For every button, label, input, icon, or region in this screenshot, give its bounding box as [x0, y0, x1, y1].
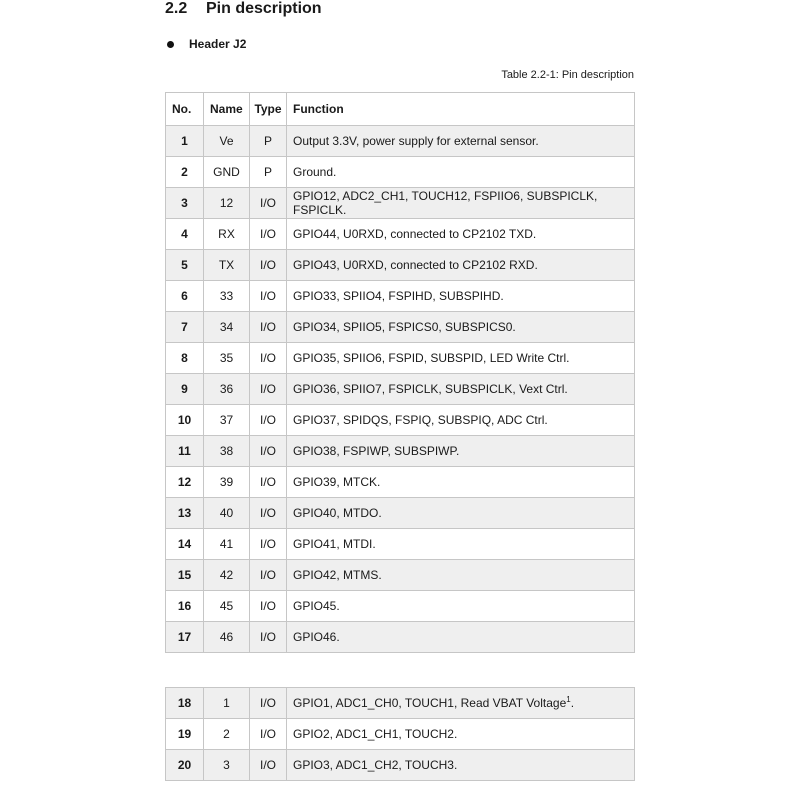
table-row: [166, 188, 635, 219]
pin-number: 1: [166, 126, 204, 157]
section-title: Pin description: [206, 0, 322, 17]
pin-function: GPIO42, MTMS.: [287, 560, 635, 591]
table-header-row: [166, 93, 635, 126]
pin-name: TX: [204, 250, 250, 281]
pin-name: 3: [204, 750, 250, 781]
footnote-marker: 1: [566, 695, 571, 704]
table-row: [166, 436, 635, 467]
table-row: [166, 622, 635, 653]
pin-function: GPIO33, SPIIO4, FSPIHD, SUBSPIHD.: [287, 281, 635, 312]
pin-number: 12: [166, 467, 204, 498]
pin-function: GPIO45.: [287, 591, 635, 622]
pin-number: 5: [166, 250, 204, 281]
pin-number: 7: [166, 312, 204, 343]
pin-number: 13: [166, 498, 204, 529]
pin-number: 10: [166, 405, 204, 436]
pin-number: 15: [166, 560, 204, 591]
pin-type: P: [250, 126, 287, 157]
pin-function: GPIO35, SPIIO6, FSPID, SUBSPID, LED Write Ctrl.: [287, 343, 635, 374]
pin-name: GND: [204, 157, 250, 188]
pin-number: 14: [166, 529, 204, 560]
pin-number: 2: [166, 157, 204, 188]
pin-type: I/O: [250, 750, 287, 781]
pin-type: I/O: [250, 374, 287, 405]
table-row: [166, 467, 635, 498]
pin-name: 41: [204, 529, 250, 560]
pin-number: 17: [166, 622, 204, 653]
pin-type: I/O: [250, 436, 287, 467]
table-row: [166, 219, 635, 250]
pin-type: I/O: [250, 312, 287, 343]
pin-type: I/O: [250, 622, 287, 653]
header-type: Type: [250, 93, 287, 126]
pin-type: I/O: [250, 467, 287, 498]
table-row: [166, 312, 635, 343]
pin-function: GPIO2, ADC1_CH1, TOUCH2.: [287, 719, 635, 750]
pin-type: I/O: [250, 405, 287, 436]
pin-type: I/O: [250, 188, 287, 219]
table-row: [166, 343, 635, 374]
pin-type: I/O: [250, 250, 287, 281]
table-row: [166, 750, 635, 781]
pin-number: 4: [166, 219, 204, 250]
pin-type: P: [250, 157, 287, 188]
pin-type: I/O: [250, 498, 287, 529]
pin-table: [165, 92, 635, 653]
pin-function: Output 3.3V, power supply for external sensor.: [287, 126, 635, 157]
bullet-dot-icon: [167, 41, 174, 48]
pin-number: 18: [166, 688, 204, 719]
pin-number: 6: [166, 281, 204, 312]
pin-function: GPIO44, U0RXD, connected to CP2102 TXD.: [287, 219, 635, 250]
table-row: [166, 498, 635, 529]
pin-name: 46: [204, 622, 250, 653]
bullet-label: Header J2: [189, 37, 247, 51]
table-row: [166, 591, 635, 622]
table-row: [166, 405, 635, 436]
pin-name: 42: [204, 560, 250, 591]
pin-name: 37: [204, 405, 250, 436]
pin-function: GPIO39, MTCK.: [287, 467, 635, 498]
pin-name: Ve: [204, 126, 250, 157]
pin-name: RX: [204, 219, 250, 250]
pin-name: 12: [204, 188, 250, 219]
pin-number: 9: [166, 374, 204, 405]
pin-name: 36: [204, 374, 250, 405]
pin-name: 45: [204, 591, 250, 622]
pin-function: GPIO41, MTDI.: [287, 529, 635, 560]
pin-number: 19: [166, 719, 204, 750]
pin-function: Ground.: [287, 157, 635, 188]
pin-function: GPIO43, U0RXD, connected to CP2102 RXD.: [287, 250, 635, 281]
pin-type: I/O: [250, 343, 287, 374]
section-number: 2.2: [165, 0, 188, 17]
table-row: [166, 529, 635, 560]
table-caption: Table 2.2-1: Pin description: [501, 69, 634, 81]
table-row: [166, 560, 635, 591]
pin-type: I/O: [250, 560, 287, 591]
pin-name: 39: [204, 467, 250, 498]
pin-function: GPIO34, SPIIO5, FSPICS0, SUBSPICS0.: [287, 312, 635, 343]
table-row: [166, 157, 635, 188]
pin-name: 38: [204, 436, 250, 467]
pin-function: GPIO1, ADC1_CH0, TOUCH1, Read VBAT Voltage$^1$.: [287, 688, 635, 719]
pin-function: GPIO37, SPIDQS, FSPIQ, SUBSPIQ, ADC Ctrl.: [287, 405, 635, 436]
header-no: No.: [166, 93, 204, 126]
section-heading: [165, 0, 322, 18]
pin-name: 34: [204, 312, 250, 343]
pin-name: 1: [204, 688, 250, 719]
pin-name: 35: [204, 343, 250, 374]
pin-type: I/O: [250, 219, 287, 250]
pin-name: 40: [204, 498, 250, 529]
pin-name: 33: [204, 281, 250, 312]
pin-type: I/O: [250, 281, 287, 312]
table-row: [166, 250, 635, 281]
pin-function: GPIO46.: [287, 622, 635, 653]
pin-table-continued: [165, 687, 635, 781]
pin-function: GPIO38, FSPIWP, SUBSPIWP.: [287, 436, 635, 467]
table-row: [166, 688, 635, 719]
table-row: [166, 281, 635, 312]
pin-function: GPIO3, ADC1_CH2, TOUCH3.: [287, 750, 635, 781]
pin-type: I/O: [250, 529, 287, 560]
table-row: [166, 126, 635, 157]
pin-number: 11: [166, 436, 204, 467]
pin-number: 20: [166, 750, 204, 781]
header-function: Function: [287, 93, 635, 126]
bullet-item: [167, 37, 246, 51]
pin-number: 8: [166, 343, 204, 374]
pin-number: 3: [166, 188, 204, 219]
header-name: Name: [204, 93, 250, 126]
table-row: [166, 374, 635, 405]
pin-type: I/O: [250, 719, 287, 750]
pin-function: GPIO12, ADC2_CH1, TOUCH12, FSPIIO6, SUBSPICLK, FSPICLK.: [287, 188, 635, 219]
pin-number: 16: [166, 591, 204, 622]
pin-type: I/O: [250, 591, 287, 622]
table-row: [166, 719, 635, 750]
pin-type: I/O: [250, 688, 287, 719]
pin-name: 2: [204, 719, 250, 750]
pin-function: GPIO36, SPIIO7, FSPICLK, SUBSPICLK, Vext Ctrl.: [287, 374, 635, 405]
pin-function: GPIO40, MTDO.: [287, 498, 635, 529]
